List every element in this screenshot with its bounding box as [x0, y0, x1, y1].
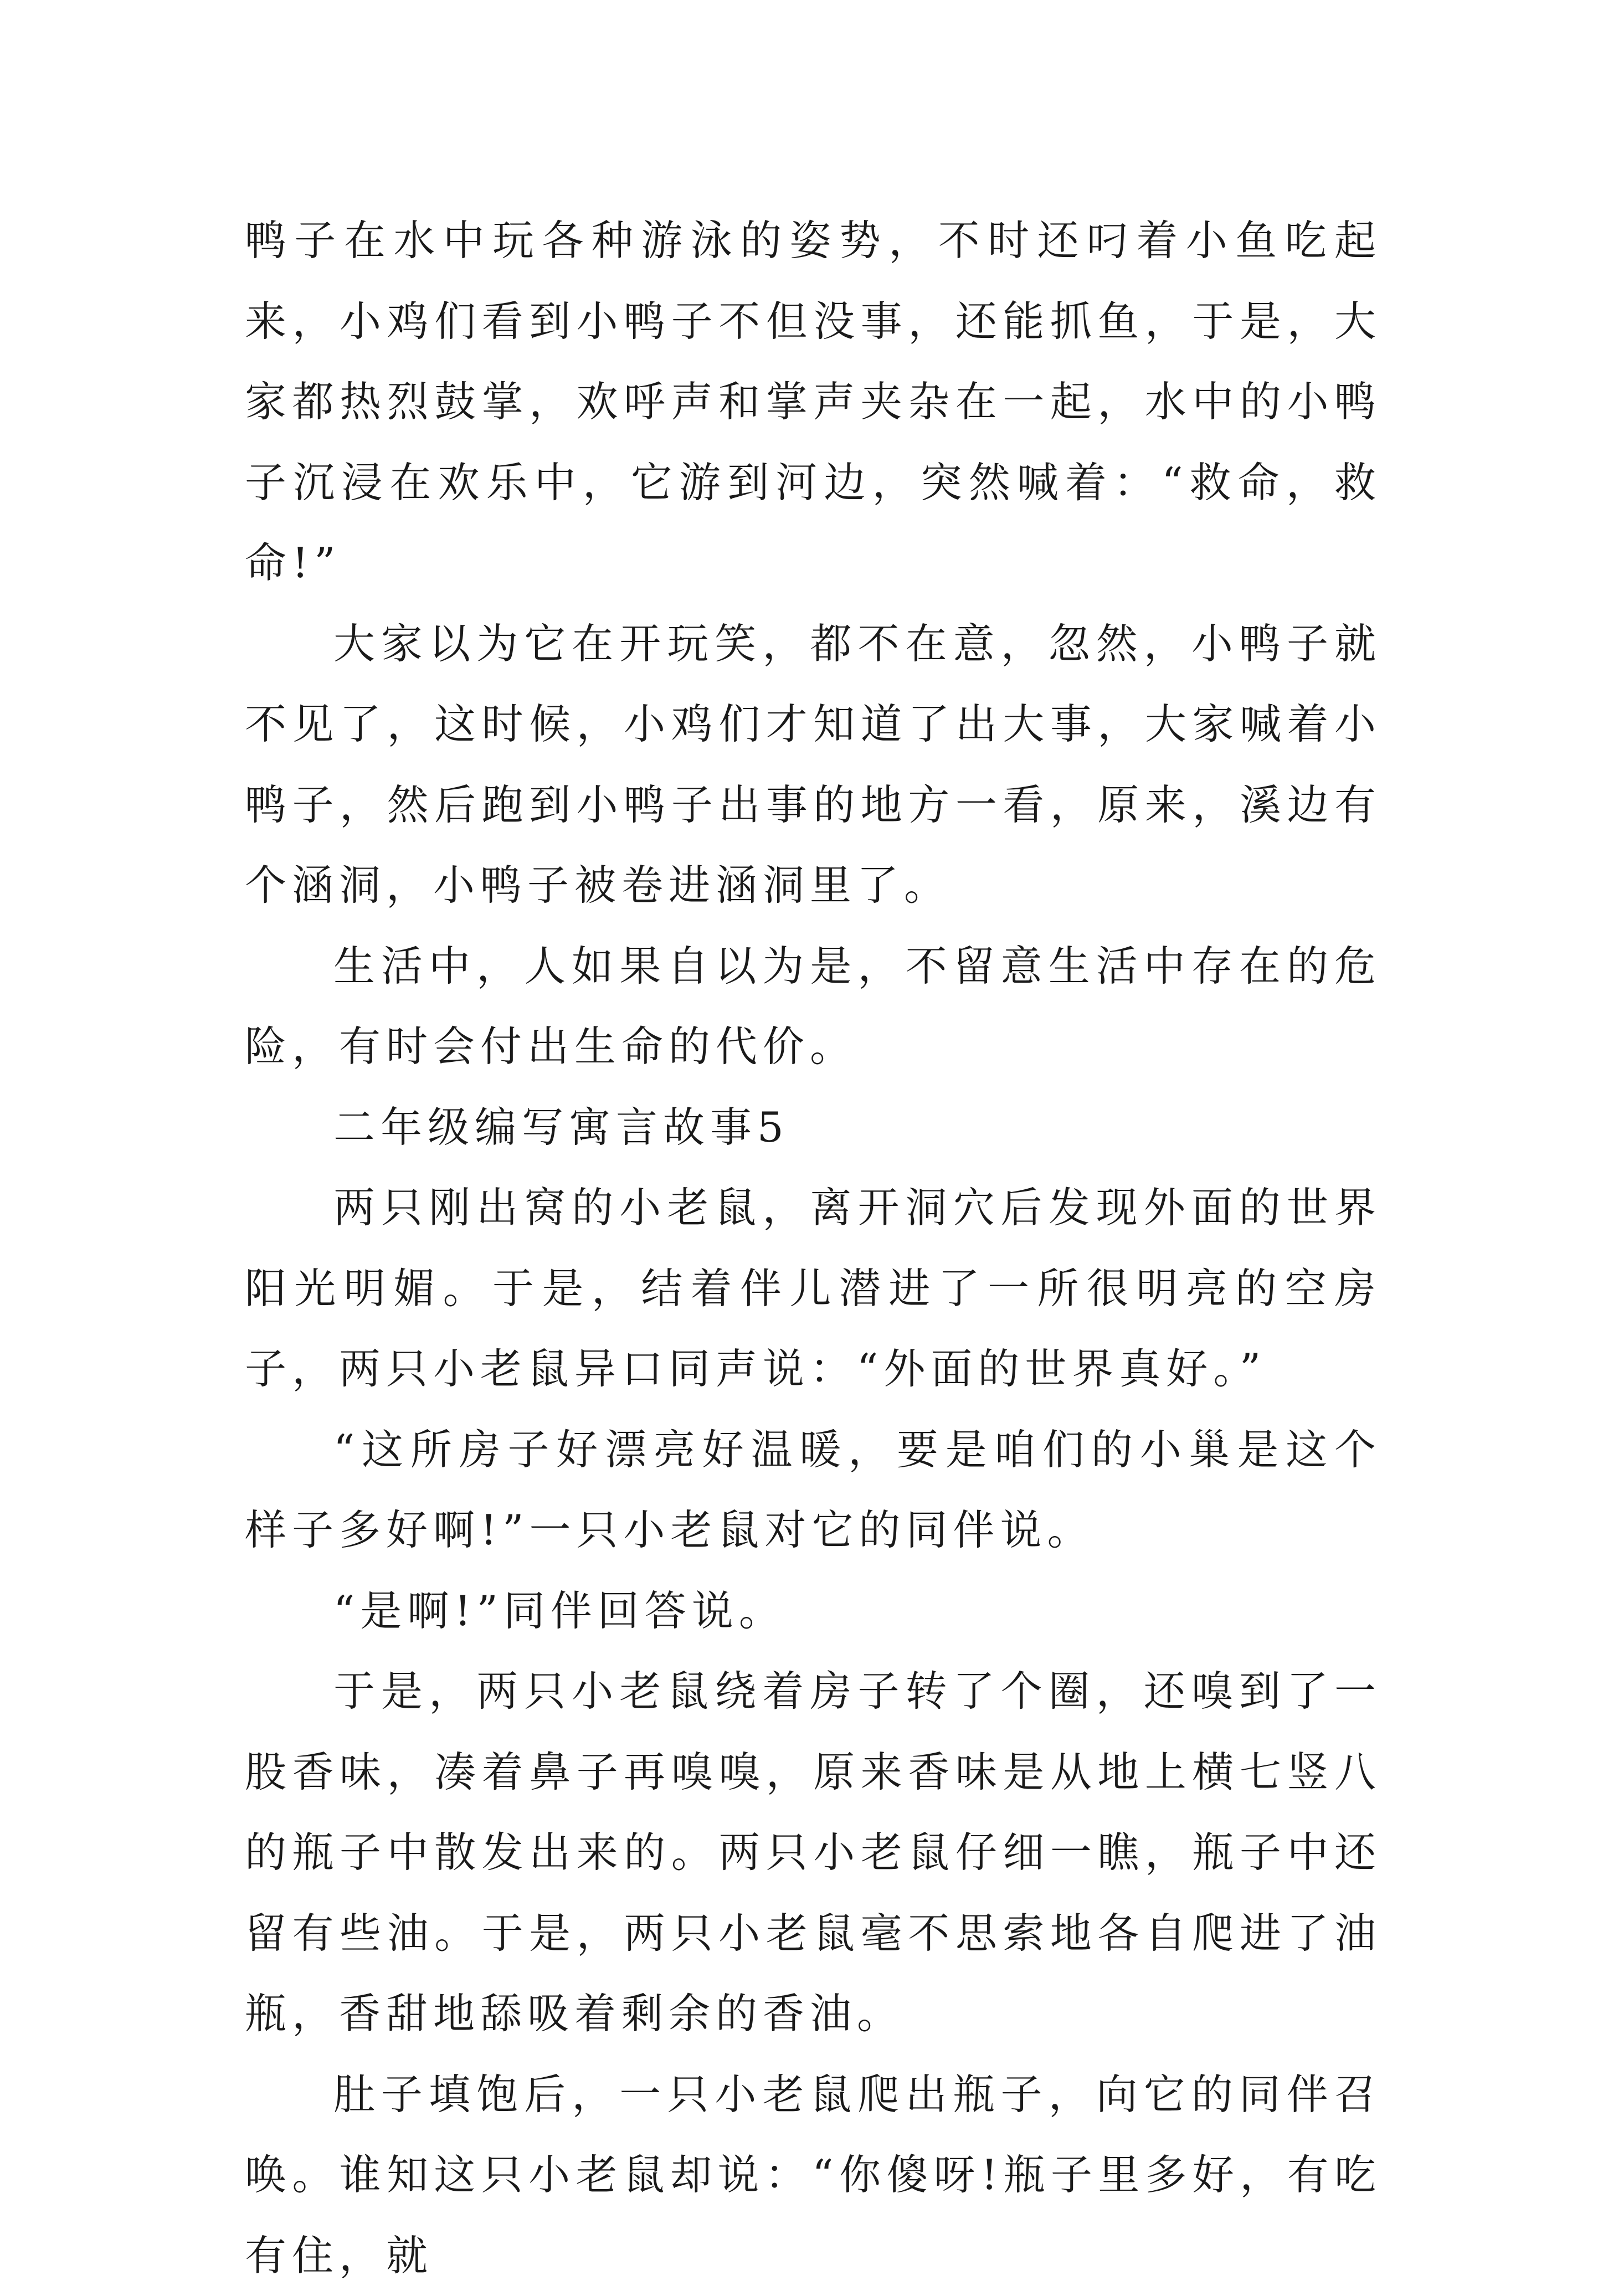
- paragraph: 两只刚出窝的小老鼠，离开洞穴后发现外面的世界阳光明媚。于是，结着伴儿潜进了一所很明亮的空房子，两只小老鼠异口同声说：“外面的世界真好。”: [245, 1168, 1381, 1410]
- paragraph: 生活中，人如果自以为是，不留意生活中存在的危险，有时会付出生命的代价。: [245, 926, 1381, 1087]
- section-heading: 二年级编写寓言故事5: [245, 1087, 1381, 1168]
- paragraph: “这所房子好漂亮好温暖，要是咱们的小巢是这个样子多好啊!”一只小老鼠对它的同伴说。: [245, 1410, 1381, 1571]
- paragraph: 于是，两只小老鼠绕着房子转了个圈，还嗅到了一股香味，凑着鼻子再嗅嗅，原来香味是从地上横七竖八的瓶子中散发出来的。两只小老鼠仔细一瞧，瓶子中还留有些油。于是，两只小老鼠毫不思索地各自爬进了油瓶，香甜地舔吸着剩余的香油。: [245, 1651, 1381, 2054]
- paragraph: “是啊!”同伴回答说。: [245, 1571, 1381, 1652]
- paragraph: 肚子填饱后，一只小老鼠爬出瓶子，向它的同伴召唤。谁知这只小老鼠却说：“你傻呀!瓶子里多好，有吃有住，就: [245, 2054, 1381, 2296]
- body-text: [245, 201, 1381, 2296]
- paragraph: 鸭子在水中玩各种游泳的姿势，不时还叼着小鱼吃起来，小鸡们看到小鸭子不但没事，还能抓鱼，于是，大家都热烈鼓掌，欢呼声和掌声夹杂在一起，水中的小鸭子沉浸在欢乐中，它游到河边，突然喊着：“救命，救命!”: [245, 201, 1381, 604]
- paragraph: 大家以为它在开玩笑，都不在意，忽然，小鸭子就不见了，这时候，小鸡们才知道了出大事，大家喊着小鸭子，然后跑到小鸭子出事的地方一看，原来，溪边有个涵洞，小鸭子被卷进涵洞里了。: [245, 604, 1381, 926]
